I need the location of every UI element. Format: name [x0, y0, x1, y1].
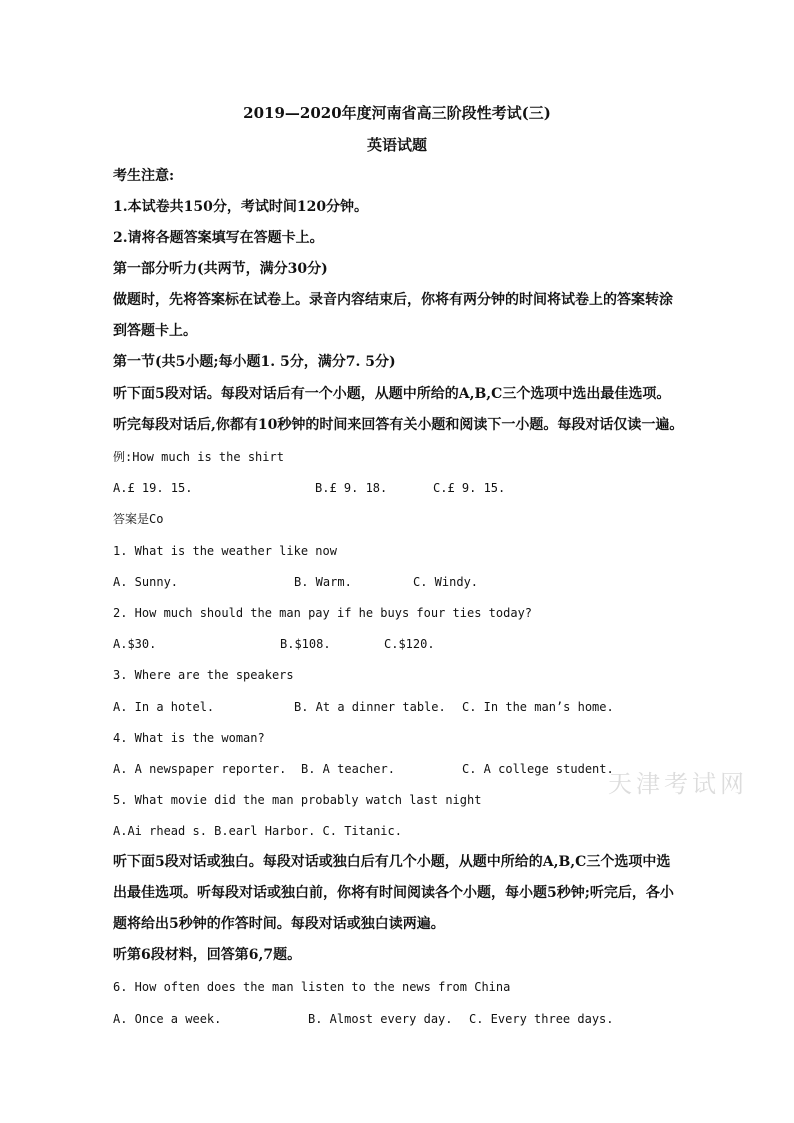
question-3: 3. Where are the speakers — [113, 668, 294, 682]
q1-option-c: C. Windy. — [413, 575, 479, 589]
example-option-c: C.£ 9. 15. — [433, 481, 506, 495]
example-option-a: A.£ 19. 15. — [113, 481, 193, 495]
question-6: 6. How often does the man listen to the news from China — [113, 980, 511, 994]
example-option-b: B.£ 9. 18. — [315, 481, 388, 495]
exam-title: 2019—2020年度河南省高三阶段性考试(三) — [243, 104, 551, 122]
q1-option-b: B. Warm. — [294, 575, 352, 589]
section1-heading: 第一节(共5小题;每小题1. 5分，满分7. 5分) — [113, 354, 396, 370]
part1-instruction-2: 到答题卡上。 — [113, 323, 197, 339]
exam-subtitle: 英语试题 — [366, 136, 427, 154]
q4-option-b: B. A teacher. — [301, 762, 395, 776]
material-6-heading: 听第6段材料，回答第6,7题。 — [113, 947, 302, 963]
q2-option-c: C.$120. — [384, 637, 435, 651]
q2-option-a: A.$30. — [113, 637, 157, 651]
q4-option-c: C. A college student. — [462, 762, 614, 776]
question-5: 5. What movie did the man probably watch last night — [113, 793, 482, 807]
notice-item-1: 1.本试卷共150分，考试时间120分钟。 — [113, 199, 369, 215]
example-question: 例:How much is the shirt — [113, 450, 284, 464]
q3-option-b: B. At a dinner table. — [294, 700, 446, 714]
q4-option-a: A. A newspaper reporter. — [113, 762, 287, 776]
part1-instruction-1: 做题时，先将答案标在试卷上。录音内容结束后，你将有两分钟的时间将试卷上的答案转涂 — [113, 292, 673, 308]
question-5-options: A.Ai rhead s. B.earl Harbor. C. Titanic. — [113, 824, 402, 838]
section2-instruction-2: 出最佳选项。听每段对话或独白前，你将有时间阅读各个小题，每小题5秒钟;听完后，各小 — [113, 885, 674, 901]
notice-item-2: 2.请将各题答案填写在答题卡上。 — [113, 230, 324, 246]
q6-option-a: A. Once a week. — [113, 1012, 222, 1026]
section1-instruction-2: 听完每段对话后,你都有10秒钟的时间来回答有关小题和阅读下一小题。每段对话仅读一遍。 — [113, 417, 684, 433]
q3-option-c: C. In the man’s home. — [462, 700, 614, 714]
question-2: 2. How much should the man pay if he buys four ties today? — [113, 606, 533, 620]
q3-option-a: A. In a hotel. — [113, 700, 215, 714]
question-1: 1. What is the weather like now — [113, 544, 337, 558]
watermark: 天津考试网 — [608, 770, 748, 798]
section1-instruction-1: 听下面5段对话。每段对话后有一个小题，从题中所给的A,B,C三个选项中选出最佳选项。 — [113, 386, 671, 402]
notice-heading: 考生注意: — [113, 168, 175, 184]
example-answer: 答案是Co — [113, 512, 164, 526]
q6-option-c: C. Every three days. — [469, 1012, 614, 1026]
question-4: 4. What is the woman? — [113, 731, 265, 745]
section2-instruction-3: 题将给出5秒钟的作答时间。每段对话或独白读两遍。 — [113, 916, 445, 932]
part1-heading: 第一部分听力(共两节，满分30分) — [113, 261, 328, 277]
section2-instruction-1: 听下面5段对话或独白。每段对话或独白后有几个小题，从题中所给的A,B,C三个选项中选 — [113, 854, 671, 870]
q6-option-b: B. Almost every day. — [308, 1012, 453, 1026]
q2-option-b: B.$108. — [280, 637, 331, 651]
q1-option-a: A. Sunny. — [113, 575, 179, 589]
